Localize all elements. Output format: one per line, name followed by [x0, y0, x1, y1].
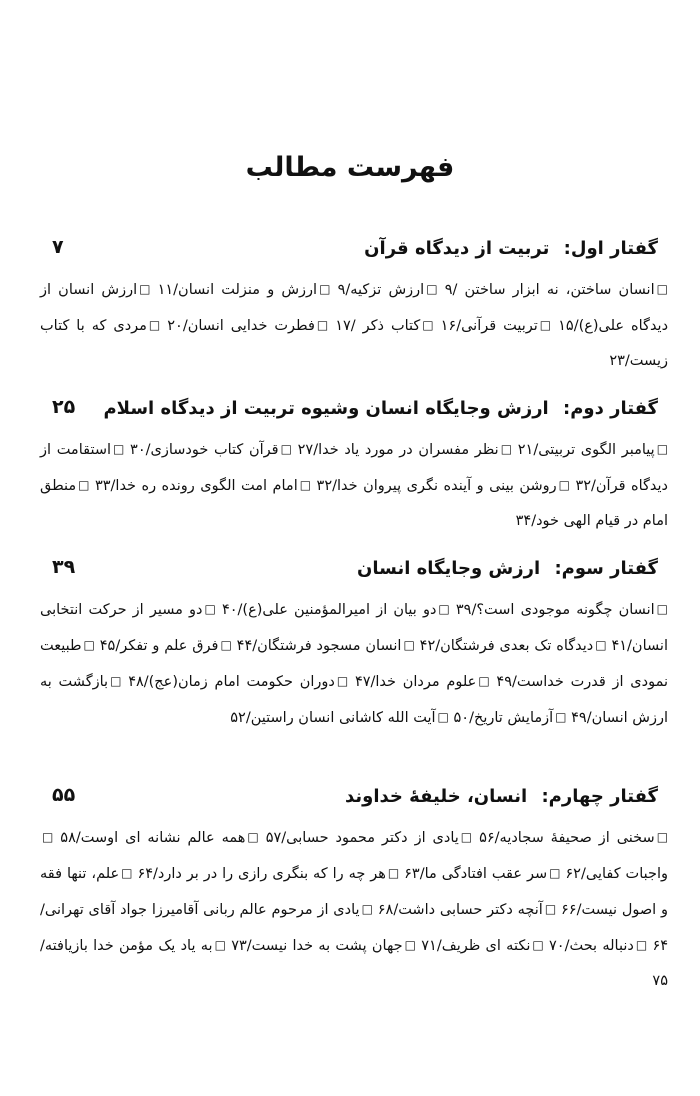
box-icon: □: [532, 938, 544, 952]
toc-entry: □جهان پشت به خدا نیست/۷۳: [231, 938, 416, 954]
box-icon: □: [316, 318, 329, 332]
toc-entry: □فرق علم و تفکر/۴۵: [100, 638, 232, 654]
toc-entry: □قرآن کتاب خودسازی/۳۰: [130, 442, 292, 458]
chapter-entries: [40, 432, 668, 539]
toc-entry: □مردی که با کتاب زیست/۲۳: [40, 318, 668, 369]
toc-entry: □ارزش تزکیه/۹: [338, 282, 438, 298]
box-icon: □: [404, 938, 416, 952]
toc-entry: □دوران حکومت امام زمان(عج)/۴۸: [128, 674, 348, 690]
chapter-title: [364, 238, 658, 259]
box-icon: □: [247, 830, 259, 844]
box-icon: □: [319, 282, 331, 296]
toc-entry: □نظر مفسران در مورد یاد خدا/۲۷: [298, 442, 512, 458]
box-icon: □: [438, 602, 450, 616]
box-icon: □: [656, 282, 668, 296]
chapter-page-number: ۲۵: [52, 396, 76, 418]
chapter-heading: [40, 552, 668, 592]
toc-entry: □علوم مردان خدا/۴۷: [355, 674, 490, 690]
toc-entry: □امام امت الگوی رونده ره خدا/۳۳: [95, 478, 311, 494]
toc-entry: □انسان ساختن، نه ابزار ساختن /۹: [445, 282, 668, 298]
toc-entry: □روشن بینی و آینده نگری پیروان خدا/۳۲: [317, 478, 570, 494]
box-icon: □: [403, 638, 415, 652]
box-icon: □: [460, 830, 473, 844]
chapter-name: ارزش وجایگاه انسان وشیوه تربیت از دیدگاه اسلام: [103, 398, 549, 419]
box-icon: □: [635, 938, 648, 952]
chapter-name: ارزش وجایگاه انسان: [357, 558, 541, 579]
box-icon: □: [656, 442, 669, 456]
chapter-title: [103, 398, 658, 419]
box-icon: □: [280, 442, 292, 456]
toc-entry: □انسان مسجود فرشتگان/۴۴: [237, 638, 415, 654]
toc-entry: □ارزش انسان از دیدگاه علی(ع)/۱۵: [40, 282, 668, 334]
box-icon: □: [361, 902, 373, 916]
chapter-4: [40, 780, 668, 999]
toc-entry: □دو مسیر از حرکت انتخابی انسان/۴۱: [40, 602, 668, 654]
chapter-heading: [40, 780, 668, 820]
toc-entry: □کتاب ذکر /۱۷: [335, 318, 433, 334]
toc-entry: □همه عالم نشانه ای اوست/۵۸: [60, 830, 258, 846]
toc-entry: □فطرت خدایی انسان/۲۰: [167, 318, 328, 334]
box-icon: □: [656, 830, 669, 844]
toc-entry: □به یاد یک مؤمن خدا بازیافته/۷۵: [40, 938, 668, 989]
box-icon: □: [426, 282, 438, 296]
toc-entry: □آنچه دکتر حسابی داشت/۶۸: [378, 902, 556, 918]
chapter-1: [40, 232, 668, 379]
box-icon: □: [204, 602, 216, 616]
chapter-page-number: ۵۵: [52, 784, 76, 806]
box-icon: □: [78, 478, 90, 492]
toc-entry: □هر چه را که بنگری رازی را در بر دارد/۶۴: [137, 866, 399, 882]
box-icon: □: [42, 830, 54, 844]
toc-entry: □تربیت قرآنی/۱۶: [441, 318, 552, 334]
box-icon: □: [437, 710, 449, 724]
page-title: فهرست مطالب: [245, 152, 455, 183]
chapter-label: گفتار اول:: [563, 238, 658, 259]
chapter-entries: [40, 820, 668, 999]
toc-entry: □آزمایش تاریخ/۵۰: [454, 710, 567, 726]
box-icon: □: [139, 282, 151, 296]
toc-entry: □دنباله بحث/۷۰: [549, 938, 647, 954]
chapter-page-number: ۷: [52, 236, 64, 258]
chapter-heading: [40, 392, 668, 432]
toc-entry: □یادی از مرحوم عالم ربانی آقامیرزا جواد آقای تهرانی/۶۴: [40, 902, 668, 954]
toc-entry: □واجبات کفایی/۶۲: [40, 830, 668, 882]
chapter-entries: [40, 272, 668, 379]
box-icon: □: [422, 318, 434, 332]
chapter-heading: [40, 232, 668, 272]
toc-entry: □بازگشت به ارزش انسان/۴۹: [40, 674, 668, 726]
chapter-title: [357, 558, 658, 579]
toc-entry: □پیامبر الگوی تربیتی/۲۱: [518, 442, 668, 458]
toc-entry: □آیت الله کاشانی انسان راستین/۵۲: [230, 710, 449, 726]
toc-entry: □نکته ای ظریف/۷۱: [421, 938, 544, 954]
box-icon: □: [478, 674, 490, 688]
box-icon: □: [656, 602, 669, 616]
chapter-title: [345, 786, 658, 807]
box-icon: □: [299, 478, 312, 492]
box-icon: □: [549, 866, 561, 880]
box-icon: □: [539, 318, 552, 332]
chapter-name: تربیت از دیدگاه قرآن: [364, 238, 550, 259]
chapter-entries: [40, 592, 668, 736]
toc-entry: □علم، تنها فقه و اصول نیست/۶۶: [40, 866, 668, 918]
toc-entry: □منطق امام در قیام الهی خود/۳۴: [40, 478, 668, 529]
chapter-3: [40, 552, 668, 736]
chapter-label: گفتار دوم:: [563, 398, 658, 419]
chapter-page-number: ۳۹: [52, 556, 76, 578]
box-icon: □: [558, 478, 570, 492]
chapter-name: انسان، خلیفهٔ خداوند: [345, 786, 528, 807]
toc-entry: □انسان چگونه موجودی است؟/۳۹: [456, 602, 668, 618]
box-icon: □: [336, 674, 349, 688]
chapter-2: [40, 392, 668, 539]
box-icon: □: [148, 318, 161, 332]
box-icon: □: [220, 638, 232, 652]
toc-entry: □یادی از دکتر محمود حسابی/۵۷: [266, 830, 472, 846]
chapter-label: گفتار سوم:: [554, 558, 658, 579]
box-icon: □: [555, 710, 567, 724]
box-icon: □: [121, 866, 133, 880]
box-icon: □: [83, 638, 95, 652]
toc-entry: □ارزش و منزلت انسان/۱۱: [158, 282, 331, 298]
box-icon: □: [544, 902, 557, 916]
toc-entry: □دیدگاه تک بعدی فرشتگان/۴۲: [420, 638, 607, 654]
box-icon: □: [595, 638, 607, 652]
toc-entry: □دو بیان از امیرالمؤمنین علی(ع)/۴۰: [222, 602, 450, 618]
box-icon: □: [387, 866, 400, 880]
toc-entry: □سخنی از صحیفهٔ سجادیه/۵۶: [479, 830, 668, 846]
box-icon: □: [113, 442, 125, 456]
toc-entry: □سر عقب افتادگی ما/۶۳: [404, 866, 560, 882]
toc-entry: □طبیعت نمودی از قدرت خداست/۴۹: [40, 638, 668, 690]
toc-entry: □استقامت از دیدگاه قرآن/۳۲: [40, 442, 668, 494]
box-icon: □: [110, 674, 122, 688]
box-icon: □: [500, 442, 513, 456]
box-icon: □: [214, 938, 226, 952]
chapter-label: گفتار چهارم:: [541, 786, 658, 807]
